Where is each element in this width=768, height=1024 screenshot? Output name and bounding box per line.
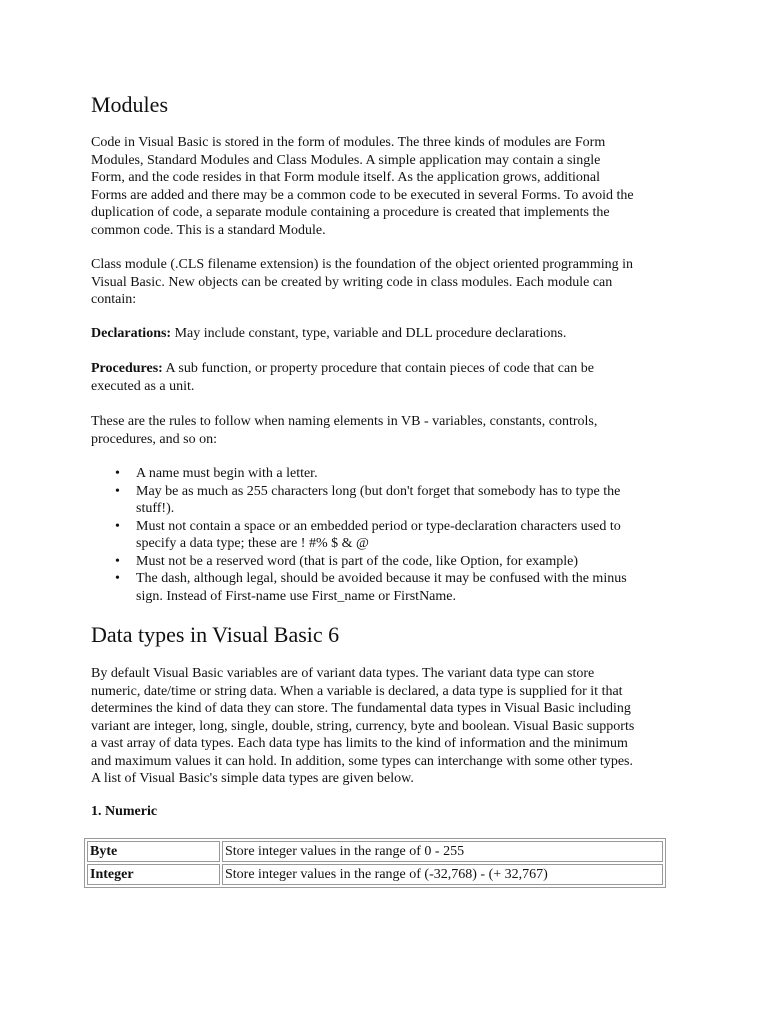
list-item: • Must not be a reserved word (that is part of the code, like Option, for example) <box>91 553 681 571</box>
modules-heading: Modules <box>91 92 168 117</box>
table-cell-type: Byte <box>87 841 220 862</box>
list-item: • Must not contain a space or an embedded period or type-declaration characters used to specify a data type; these are ! #% $ & @ <box>91 518 681 553</box>
class-module-paragraph: Class module (.CLS filename extension) is the foundation of the object oriented programming in Visual Basic. New objects can be created by writing code in class modules. Each module can contain: <box>91 257 633 307</box>
procedures-paragraph <box>91 360 681 395</box>
list-item: • The dash, although legal, should be avoided because it may be confused with the minus sign. Instead of First-name use First_name or FirstName. <box>91 570 681 605</box>
data-types-heading: Data types in Visual Basic 6 <box>91 622 340 647</box>
procedures-label: Procedures: <box>91 361 163 376</box>
table-row <box>87 841 663 862</box>
numeric-types-table <box>84 838 666 888</box>
data-types-paragraph: By default Visual Basic variables are of variant data types. The variant data type can store numeric, date/time or string data. When a variable is declared, a data type is supplied for it that determines the kind of data they can store. The fundamental data types in Visual Basic including variant are integer, long, single, double, string, currency, byte and boolean. Visual Basic supports a vast array of data types. Each data type has limits to the kind of information and the minimum and maximum values it can hold. In addition, some types can interchange with some other types. A list of Visual Basic's simple data types are given below. <box>91 666 635 786</box>
declarations-text: May include constant, type, variable and DLL procedure declarations. <box>171 326 567 341</box>
declarations-paragraph <box>91 325 681 343</box>
table-row <box>87 864 663 885</box>
table-cell-type: Integer <box>87 864 220 885</box>
declarations-label: Declarations: <box>91 326 172 341</box>
naming-rules-intro: These are the rules to follow when naming elements in VB - variables, constants, controls, procedures, and so on: <box>91 414 598 447</box>
list-item: • A name must begin with a letter. <box>91 465 681 483</box>
list-item: • May be as much as 255 characters long (but don't forget that somebody has to type the stuff!). <box>91 483 681 518</box>
procedures-text: A sub function, or property procedure that contain pieces of code that can be executed as a unit. <box>91 361 594 394</box>
table-cell-description: Store integer values in the range of (-32,768) - (+ 32,767) <box>222 864 663 885</box>
modules-intro-paragraph: Code in Visual Basic is stored in the form of modules. The three kinds of modules are Form Modules, Standard Modules and Class Modules. A simple application may contain a single Form, and the code resides in that Form module itself. As the application grows, additional Forms are added and there may be a common code to be executed in several Forms. To avoid the duplication of code, a separate module containing a procedure is created that implements the common code. This is a standard Module. <box>91 135 634 238</box>
table-cell-description: Store integer values in the range of 0 - 255 <box>222 841 663 862</box>
numeric-subheading: 1. Numeric <box>91 804 158 819</box>
naming-rules-list <box>91 465 681 605</box>
